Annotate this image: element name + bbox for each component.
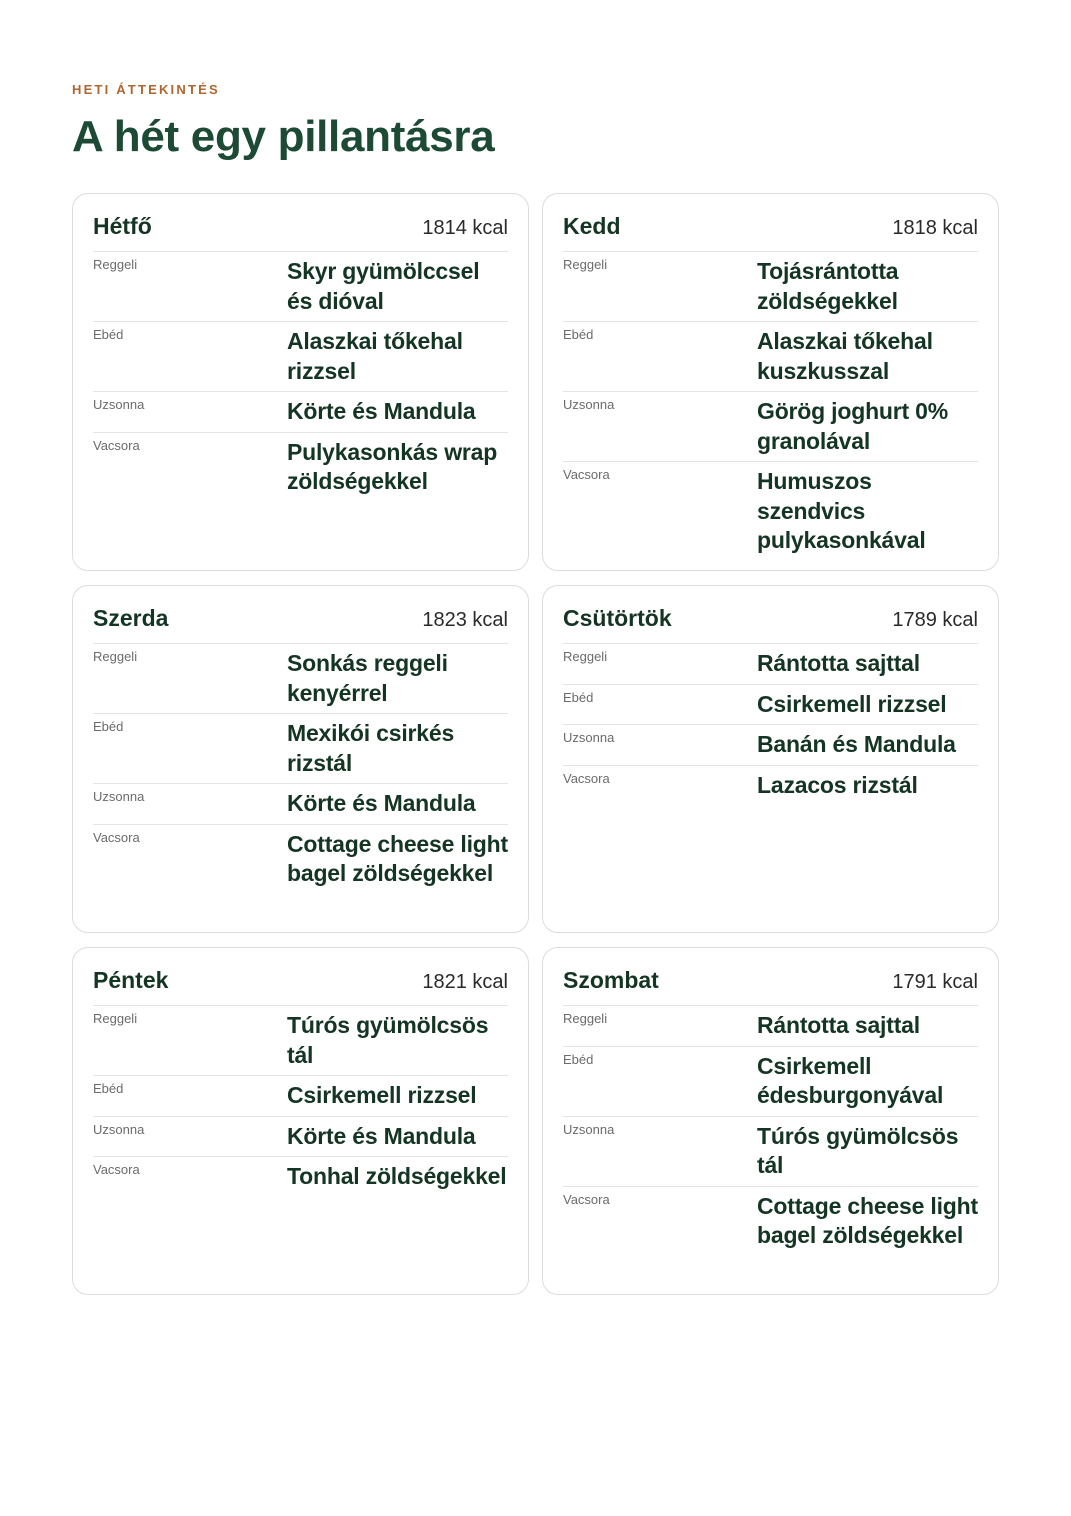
meal-name: Tojásrántotta zöldségekkel <box>757 258 899 314</box>
meal-name: Mexikói csirkés rizstál <box>287 720 455 776</box>
meal-name: Körte és Mandula <box>287 398 476 424</box>
meal-name: Banán és Mandula <box>757 731 956 757</box>
day-kcal: 1818 kcal <box>892 217 978 239</box>
meal-row-lunch <box>93 322 508 392</box>
day-card-kedd <box>542 193 999 571</box>
page <box>0 0 1071 166</box>
meal-row-dinner <box>563 766 978 806</box>
meal-row-lunch <box>93 714 508 784</box>
meal-name: Cottage cheese light bagel zöldségekkel <box>287 830 508 886</box>
day-name: Csütörtök <box>563 605 672 631</box>
meal-name: Csirkemell édesburgonyával <box>757 1052 944 1108</box>
meal-label: Reggeli <box>93 257 138 272</box>
meal-row-snack <box>563 725 978 766</box>
meal-row-dinner <box>93 825 508 894</box>
meal-row-breakfast <box>93 644 508 714</box>
meal-name: Körte és Mandula <box>287 1122 476 1149</box>
day-card-header <box>563 208 978 252</box>
meal-name: Alaszkai tőkehal kuszkusszal <box>757 328 933 384</box>
meal-name: Rántotta sajttal <box>757 1012 920 1038</box>
meal-row-dinner <box>563 1187 978 1256</box>
day-name: Péntek <box>93 967 169 993</box>
meal-label: Vacsora <box>563 1191 610 1207</box>
meal-label: Reggeli <box>93 649 138 664</box>
meal-row-breakfast <box>563 644 978 685</box>
meal-label: Vacsora <box>563 770 610 786</box>
day-kcal: 1821 kcal <box>422 971 508 993</box>
meal-row-dinner <box>93 433 508 502</box>
meal-label: Uzsonna <box>93 789 145 804</box>
day-card-header <box>93 600 508 644</box>
day-kcal: 1823 kcal <box>422 609 508 631</box>
meal-name: Csirkemell rizzsel <box>287 1082 477 1108</box>
day-card-hetfo <box>72 193 529 571</box>
meal-label: Vacsora <box>93 1162 140 1177</box>
day-kcal: 1789 kcal <box>892 609 978 631</box>
meal-label: Uzsonna <box>563 397 615 412</box>
day-card-header <box>563 600 978 644</box>
meal-row-snack <box>93 392 508 433</box>
meal-name: Lazacos rizstál <box>757 771 918 798</box>
meal-name: Alaszkai tőkehal rizzsel <box>287 328 463 384</box>
meal-label: Reggeli <box>563 1011 608 1026</box>
day-card-header <box>93 208 508 252</box>
meal-label: Vacsora <box>93 437 140 453</box>
day-kcal: 1814 kcal <box>422 217 508 239</box>
meal-row-breakfast <box>93 252 508 322</box>
day-name: Kedd <box>563 213 621 239</box>
meal-label: Ebéd <box>563 1051 594 1067</box>
meal-label: Reggeli <box>563 257 608 272</box>
meal-name: Humuszos szendvics pulykasonkával <box>757 468 926 553</box>
meal-row-lunch <box>563 1047 978 1117</box>
meal-label: Ebéd <box>93 327 124 342</box>
meal-row-lunch <box>563 685 978 726</box>
meal-row-lunch <box>93 1076 508 1117</box>
meal-label: Ebéd <box>563 689 594 705</box>
meal-row-breakfast <box>563 1006 978 1047</box>
meal-label: Reggeli <box>563 649 608 664</box>
meal-label: Reggeli <box>93 1011 138 1026</box>
day-card-csutortok <box>542 585 999 933</box>
meal-name: Rántotta sajttal <box>757 650 920 676</box>
meal-name: Körte és Mandula <box>287 790 476 816</box>
day-kcal: 1791 kcal <box>892 971 978 993</box>
meal-label: Uzsonna <box>563 730 615 745</box>
meal-label: Vacsora <box>563 467 610 482</box>
meal-row-dinner <box>93 1157 508 1197</box>
day-name: Szerda <box>93 605 169 631</box>
meal-name: Sonkás reggeli kenyérrel <box>287 650 448 706</box>
meal-row-snack <box>563 392 978 462</box>
meal-label: Ebéd <box>93 1081 124 1096</box>
day-name: Hétfő <box>93 213 152 239</box>
day-card-pentek <box>72 947 529 1295</box>
meal-row-dinner <box>563 462 978 561</box>
meal-name: Cottage cheese light bagel zöldségekkel <box>757 1192 978 1248</box>
meal-label: Uzsonna <box>563 1121 615 1137</box>
meal-row-lunch <box>563 322 978 392</box>
meal-label: Vacsora <box>93 829 140 845</box>
day-card-szerda <box>72 585 529 933</box>
meal-label: Ebéd <box>93 719 124 734</box>
meal-name: Túrós gyümölcsös tál <box>287 1012 489 1068</box>
meal-name: Skyr gyümölccsel és dióval <box>287 258 480 314</box>
day-name: Szombat <box>563 967 659 993</box>
meal-row-breakfast <box>93 1006 508 1076</box>
meal-label: Uzsonna <box>93 1121 145 1137</box>
meal-label: Uzsonna <box>93 397 145 412</box>
day-card-header <box>93 962 508 1006</box>
meal-row-breakfast <box>563 252 978 322</box>
meal-label: Ebéd <box>563 327 594 342</box>
page-title: A hét egy pillantásra <box>72 112 495 161</box>
day-card-szombat <box>542 947 999 1295</box>
meal-name: Görög joghurt 0% granolával <box>757 398 949 454</box>
meal-name: Pulykasonkás wrap zöldségekkel <box>287 438 498 494</box>
section-eyebrow: HETI ÁTTEKINTÉS <box>72 82 220 97</box>
meal-name: Túrós gyümölcsös tál <box>757 1122 959 1178</box>
meal-row-snack <box>563 1117 978 1187</box>
meal-name: Csirkemell rizzsel <box>757 690 947 717</box>
meal-row-snack <box>93 1117 508 1158</box>
day-card-header <box>563 962 978 1006</box>
meal-row-snack <box>93 784 508 825</box>
meal-name: Tonhal zöldségekkel <box>287 1163 507 1189</box>
